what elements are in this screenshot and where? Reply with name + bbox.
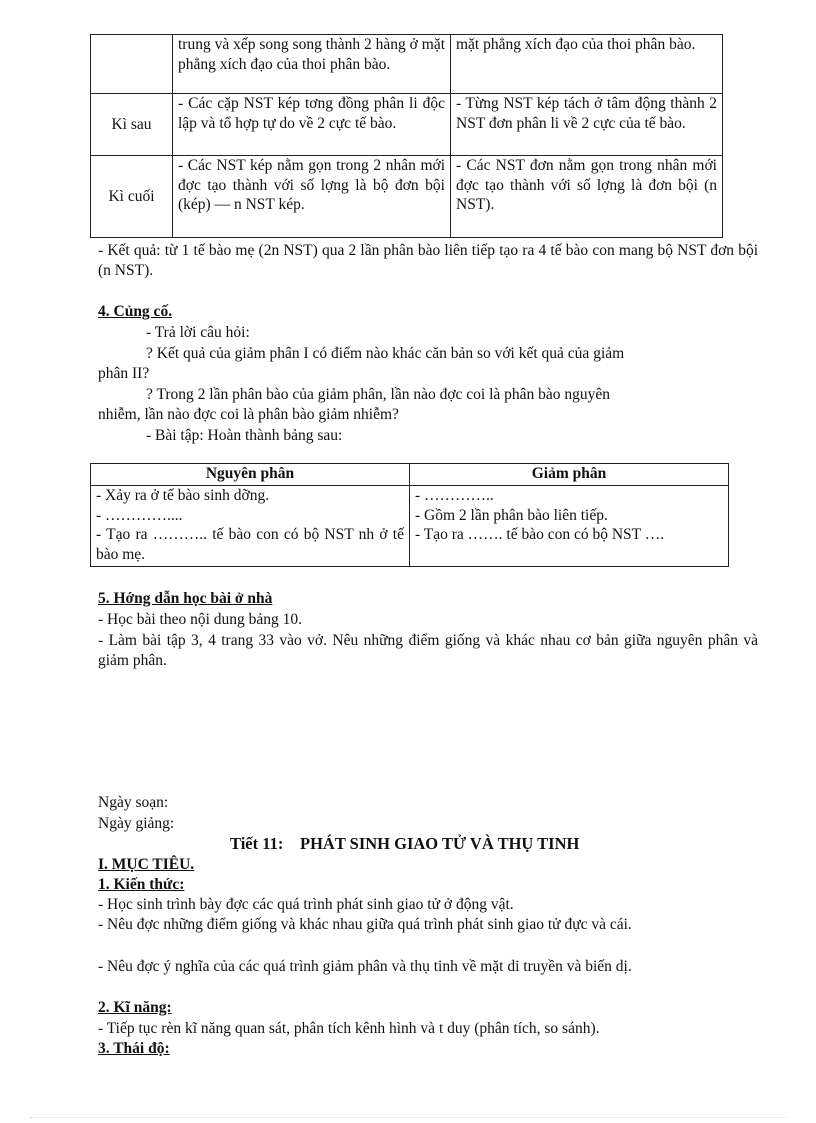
- section4-line: - Trả lời câu hỏi:: [146, 324, 250, 341]
- question-1-cont: phân II?: [98, 365, 150, 382]
- homework-line: - Học bài theo nội dung bảng 10.: [98, 611, 303, 628]
- cell-line: - Tạo ra ……….. tế bào con có bộ NST nh ở tế bào mẹ.: [96, 526, 404, 563]
- cell-line: - Xảy ra ở tế bào sinh dỡng.: [96, 487, 270, 504]
- cell-line: - Tạo ra ……. tế bào con có bộ NST ….: [415, 526, 665, 543]
- table-row: [91, 156, 723, 238]
- skills-item: - Tiếp tục rèn kĩ năng quan sát, phân tích kênh hình và t duy (phân tích, so sánh).: [98, 1020, 600, 1037]
- lesson-number: Tiết 11:: [230, 834, 284, 853]
- date-taught: Ngày giảng:: [98, 815, 175, 832]
- meiosis2-cell: - Các NST đơn nằm gọn trong nhân mới đợc tạo thành với số lợng là đơn bội (n NST).: [451, 156, 723, 238]
- mitosis-cell: [91, 486, 410, 567]
- result-text: - Kết quả: từ 1 tế bào mẹ (2n NST) qua 2 lần phân bào liên tiếp tạo ra 4 tế bào con mang bộ NST đơn bội (n NST).: [98, 242, 758, 279]
- section5-heading: 5. Hớng dẫn học bài ở nhà: [98, 590, 273, 607]
- question-2-cont: nhiễm, lần nào đợc coi là phân bào giảm nhiễm?: [98, 406, 399, 423]
- skills-heading: 2. Kĩ năng:: [98, 999, 172, 1016]
- knowledge-heading: 1. Kiến thức:: [98, 876, 185, 893]
- stage-label: Kì sau: [91, 94, 173, 156]
- stage-label: [91, 35, 173, 94]
- objectives-heading: I. MỤC TIÊU.: [98, 856, 195, 873]
- knowledge-item: - Học sinh trình bày đợc các quá trình phát sinh giao tử ở động vật.: [98, 896, 514, 913]
- question-1: ? Kết quả của giảm phân I có điểm nào khác căn bản so với kết quả của giảm: [146, 345, 625, 362]
- section4-heading: 4. Củng cố.: [98, 303, 173, 320]
- meiosis-cell: [410, 486, 729, 567]
- exercise-line: - Bài tập: Hoàn thành bảng sau:: [146, 427, 343, 444]
- meiosis1-cell: - Các cặp NST kép tơng đồng phân li độc lập và tổ hợp tự do về 2 cực tế bào.: [173, 94, 451, 156]
- question-2: ? Trong 2 lần phân bào của giảm phân, lần nào đợc coi là phân bào nguyên: [146, 386, 611, 403]
- meiosis1-cell: trung và xếp song song thành 2 hàng ở mặt phẳng xích đạo của thoi phân bào.: [173, 35, 451, 94]
- date-prepared: Ngày soạn:: [98, 794, 169, 811]
- meiosis2-cell: mặt phẳng xích đạo của thoi phân bào.: [451, 35, 723, 94]
- header-mitosis: Nguyên phân: [91, 464, 410, 486]
- table-header-row: [91, 464, 729, 486]
- knowledge-item: - Nêu đợc những điểm giống và khác nhau giữa quá trình phát sinh giao tử đực và cái.: [98, 916, 632, 933]
- homework-line: - Làm bài tập 3, 4 trang 33 vào vở. Nêu những điểm giống và khác nhau cơ bản giữa nguyên phân và giảm phân.: [98, 632, 758, 669]
- meiosis2-cell: - Từng NST kép tách ở tâm động thành 2 NST đơn phân li về 2 cực của tế bào.: [451, 94, 723, 156]
- cell-line: - …………....: [96, 506, 183, 524]
- cell-line: - …………..: [415, 487, 494, 504]
- page-bottom-rule: [30, 1117, 786, 1118]
- comparison-table: [90, 34, 723, 238]
- attitude-heading: 3. Thái độ:: [98, 1040, 170, 1057]
- table-row: [91, 94, 723, 156]
- table-row: [91, 486, 729, 567]
- cell-line: - Gồm 2 lần phân bào liên tiếp.: [415, 506, 608, 524]
- knowledge-item: - Nêu đợc ý nghĩa của các quá trình giảm phân và thụ tinh về mặt di truyền và biến dị.: [98, 958, 632, 975]
- header-meiosis: Giảm phân: [410, 464, 729, 486]
- exercise-table: [90, 463, 729, 567]
- stage-label: Kì cuối: [91, 156, 173, 238]
- meiosis1-cell: - Các NST kép nằm gọn trong 2 nhân mới đợc tạo thành với số lợng là bộ đơn bội (kép) — n NST kép.: [173, 156, 451, 238]
- lesson-name: PHÁT SINH GIAO TỬ VÀ THỤ TINH: [300, 834, 580, 853]
- table-row: [91, 35, 723, 94]
